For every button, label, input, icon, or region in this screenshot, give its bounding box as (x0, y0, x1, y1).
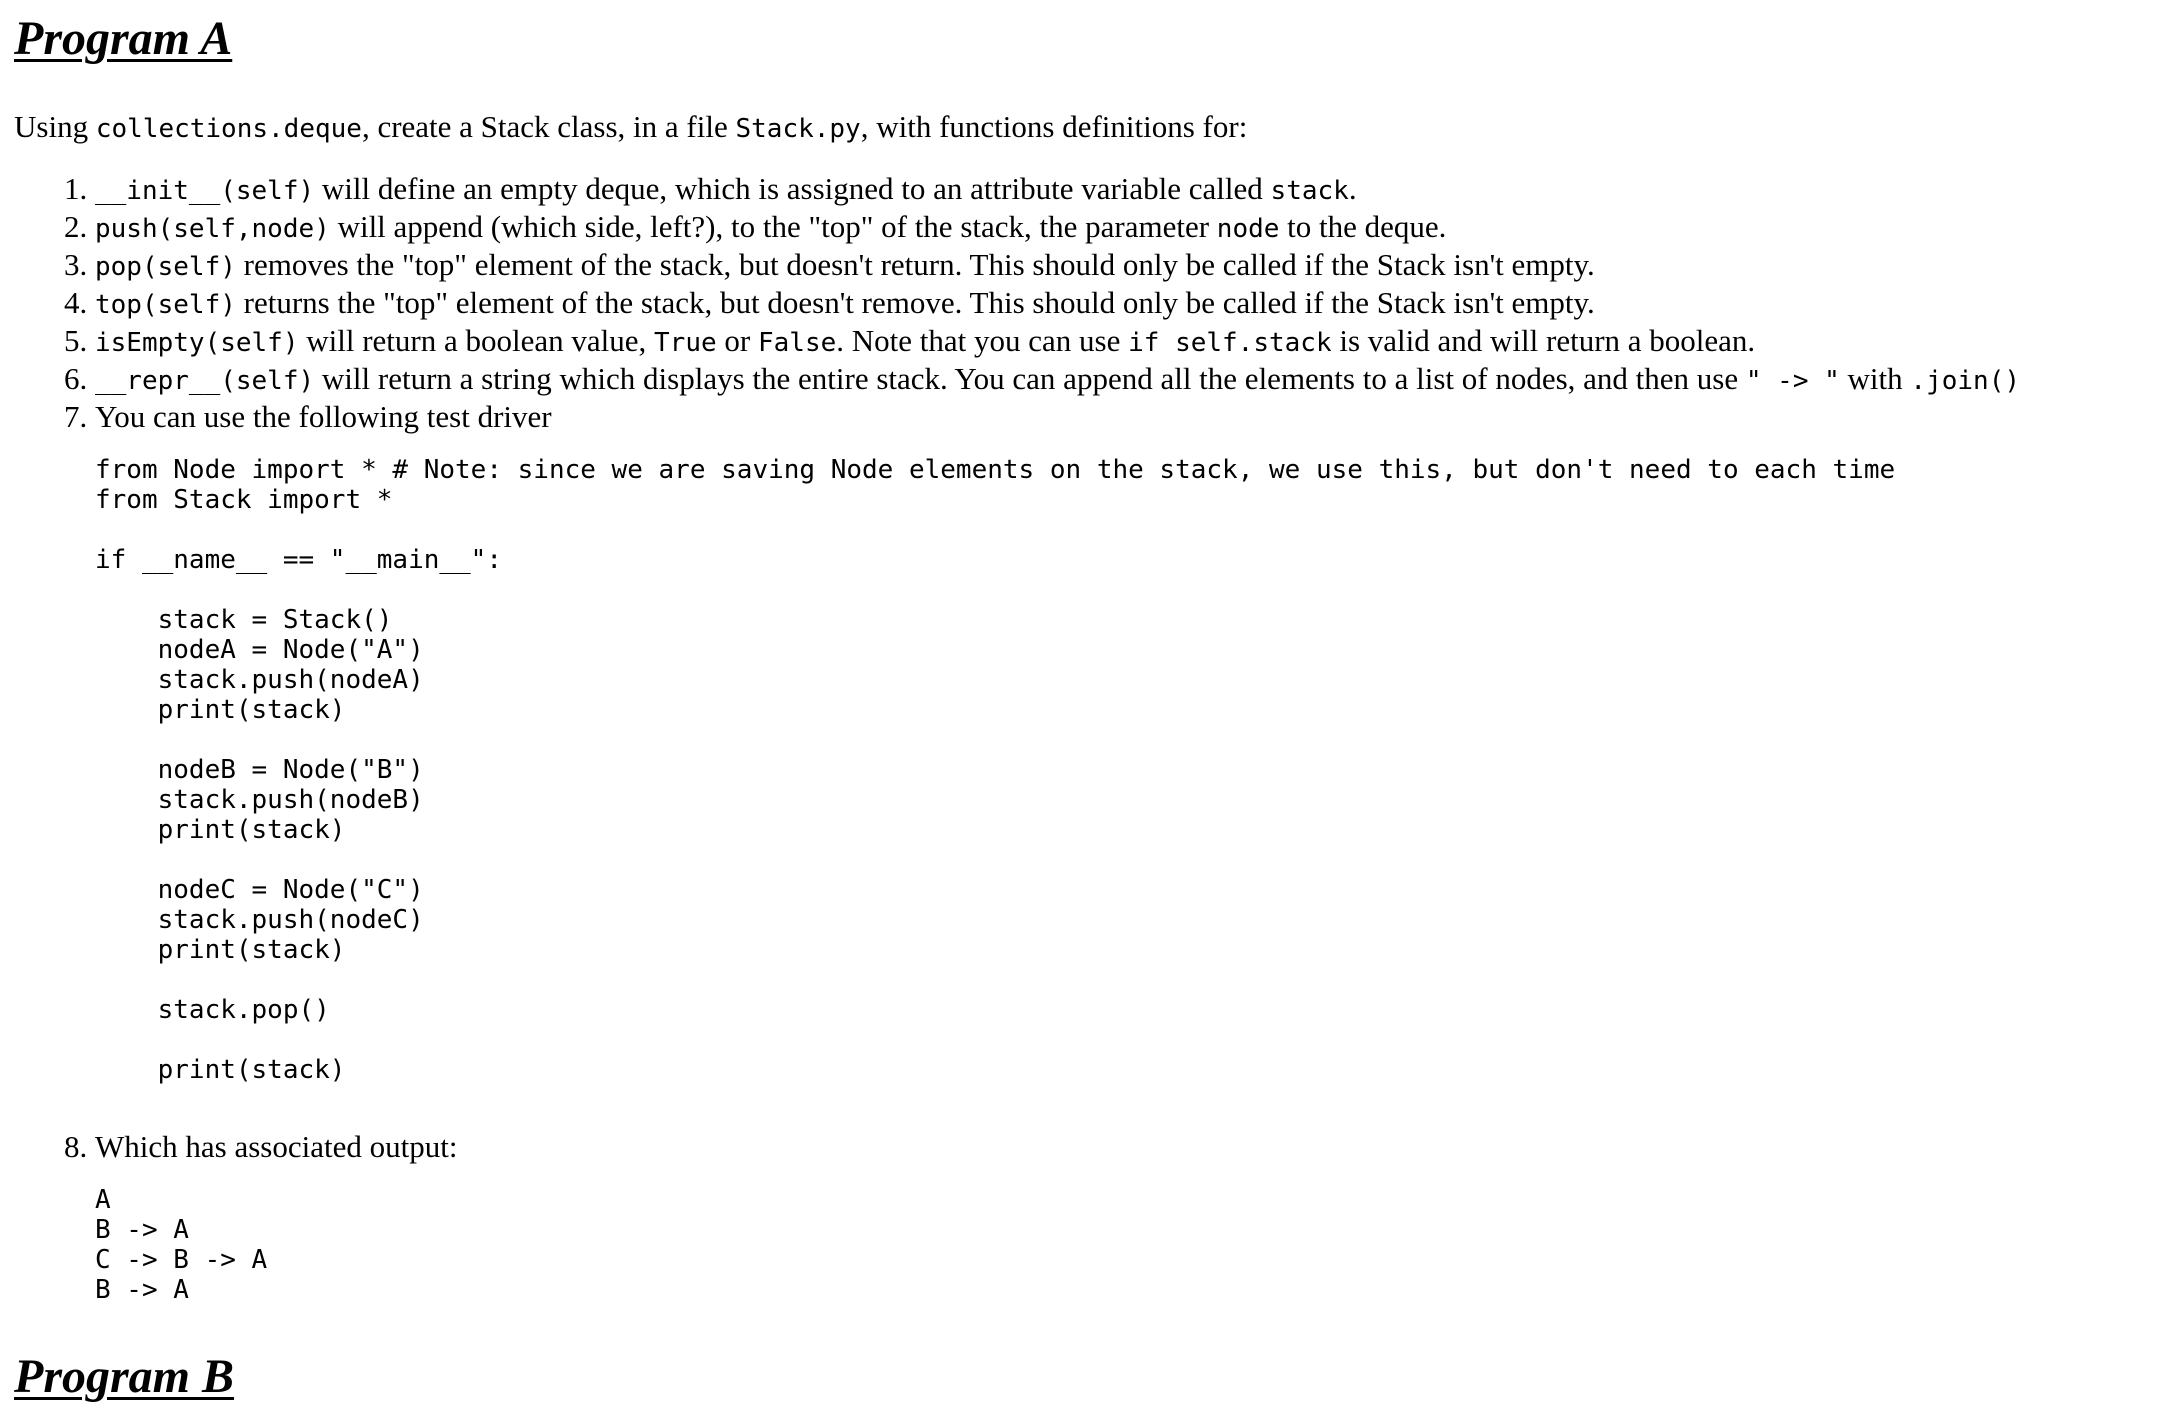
item-text: will return a boolean value, (298, 323, 655, 358)
item-code: node (1216, 214, 1280, 244)
list-item-isempty (95, 323, 2164, 361)
list-item-test-driver (95, 399, 2164, 1085)
list-item-output (95, 1129, 2164, 1305)
list-item-top (95, 285, 2164, 323)
item-text: returns the "top" element of the stack, but doesn't remove. This should only be called if the Stack isn't empty. (235, 285, 1595, 320)
item-text: is valid and will return a boolean. (1331, 323, 1756, 358)
item-code: stack (1270, 176, 1349, 206)
item-code-false: False (757, 328, 837, 358)
expected-output-code: A B -> A C -> B -> A B -> A (95, 1185, 268, 1305)
item-text: will append (which side, left?), to the "top" of the stack, the parameter (329, 209, 1217, 244)
item-text: removes the "top" element of the stack, but doesn't return. This should only be called if the Stack isn't empty. (235, 247, 1595, 282)
pop-signature: pop(self) (95, 252, 236, 282)
item-code-join: .join() (1910, 366, 2020, 396)
item-text: You can use the following test driver (95, 399, 552, 434)
repr-signature: __repr__(self) (95, 366, 315, 396)
item-text: . Note that you can use (836, 323, 1129, 358)
isempty-signature: isEmpty(self) (95, 328, 299, 358)
item-text: will define an empty deque, which is assigned to an attribute variable called (314, 171, 1271, 206)
intro-code-filename: Stack.py (735, 114, 861, 144)
item-text: to the deque. (1279, 209, 1447, 244)
list-item-push (95, 209, 2164, 247)
requirements-list (14, 171, 2164, 1305)
next-section-title: Program B (14, 1350, 235, 1403)
top-signature: top(self) (95, 290, 236, 320)
list-item-repr (95, 361, 2164, 399)
item-code-if: if self.stack (1128, 328, 1332, 358)
item-text: . (1348, 171, 1357, 206)
intro-paragraph (14, 107, 2164, 149)
test-driver-code: from Node import * # Note: since we are saving Node elements on the stack, we use this, but don't need to each time from Stack import * if __name__ == "__main__": stack = Stack() nodeA = Node("A") stack.push(nodeA) print(stack) nodeB = Node("B") stack.push(nodeB) print(stack) nodeC = Node("C") stack.push(nodeC) print(stack) stack.pop() print(stack) (95, 455, 1896, 1085)
intro-text-3: , with functions definitions for: (860, 109, 1248, 144)
item-text: or (716, 323, 758, 358)
item-code-true: True (654, 328, 717, 358)
document (14, 0, 2164, 1403)
section-title: Program A (14, 12, 233, 65)
item-text: will return a string which displays the entire stack. You can append all the elements to a list of nodes, and then use (314, 361, 1746, 396)
intro-code-deque: collections.deque (95, 114, 362, 144)
item-code-arrow: " -> " (1745, 366, 1840, 396)
intro-text-2: , create a Stack class, in a file (361, 109, 736, 144)
item-text: with (1839, 361, 1911, 396)
init-signature: __init__(self) (95, 176, 315, 206)
list-item-pop (95, 247, 2164, 285)
item-text: Which has associated output: (95, 1129, 458, 1164)
list-item-init (95, 171, 2164, 209)
push-signature: push(self,node) (95, 214, 330, 244)
intro-text-1: Using (14, 109, 96, 144)
